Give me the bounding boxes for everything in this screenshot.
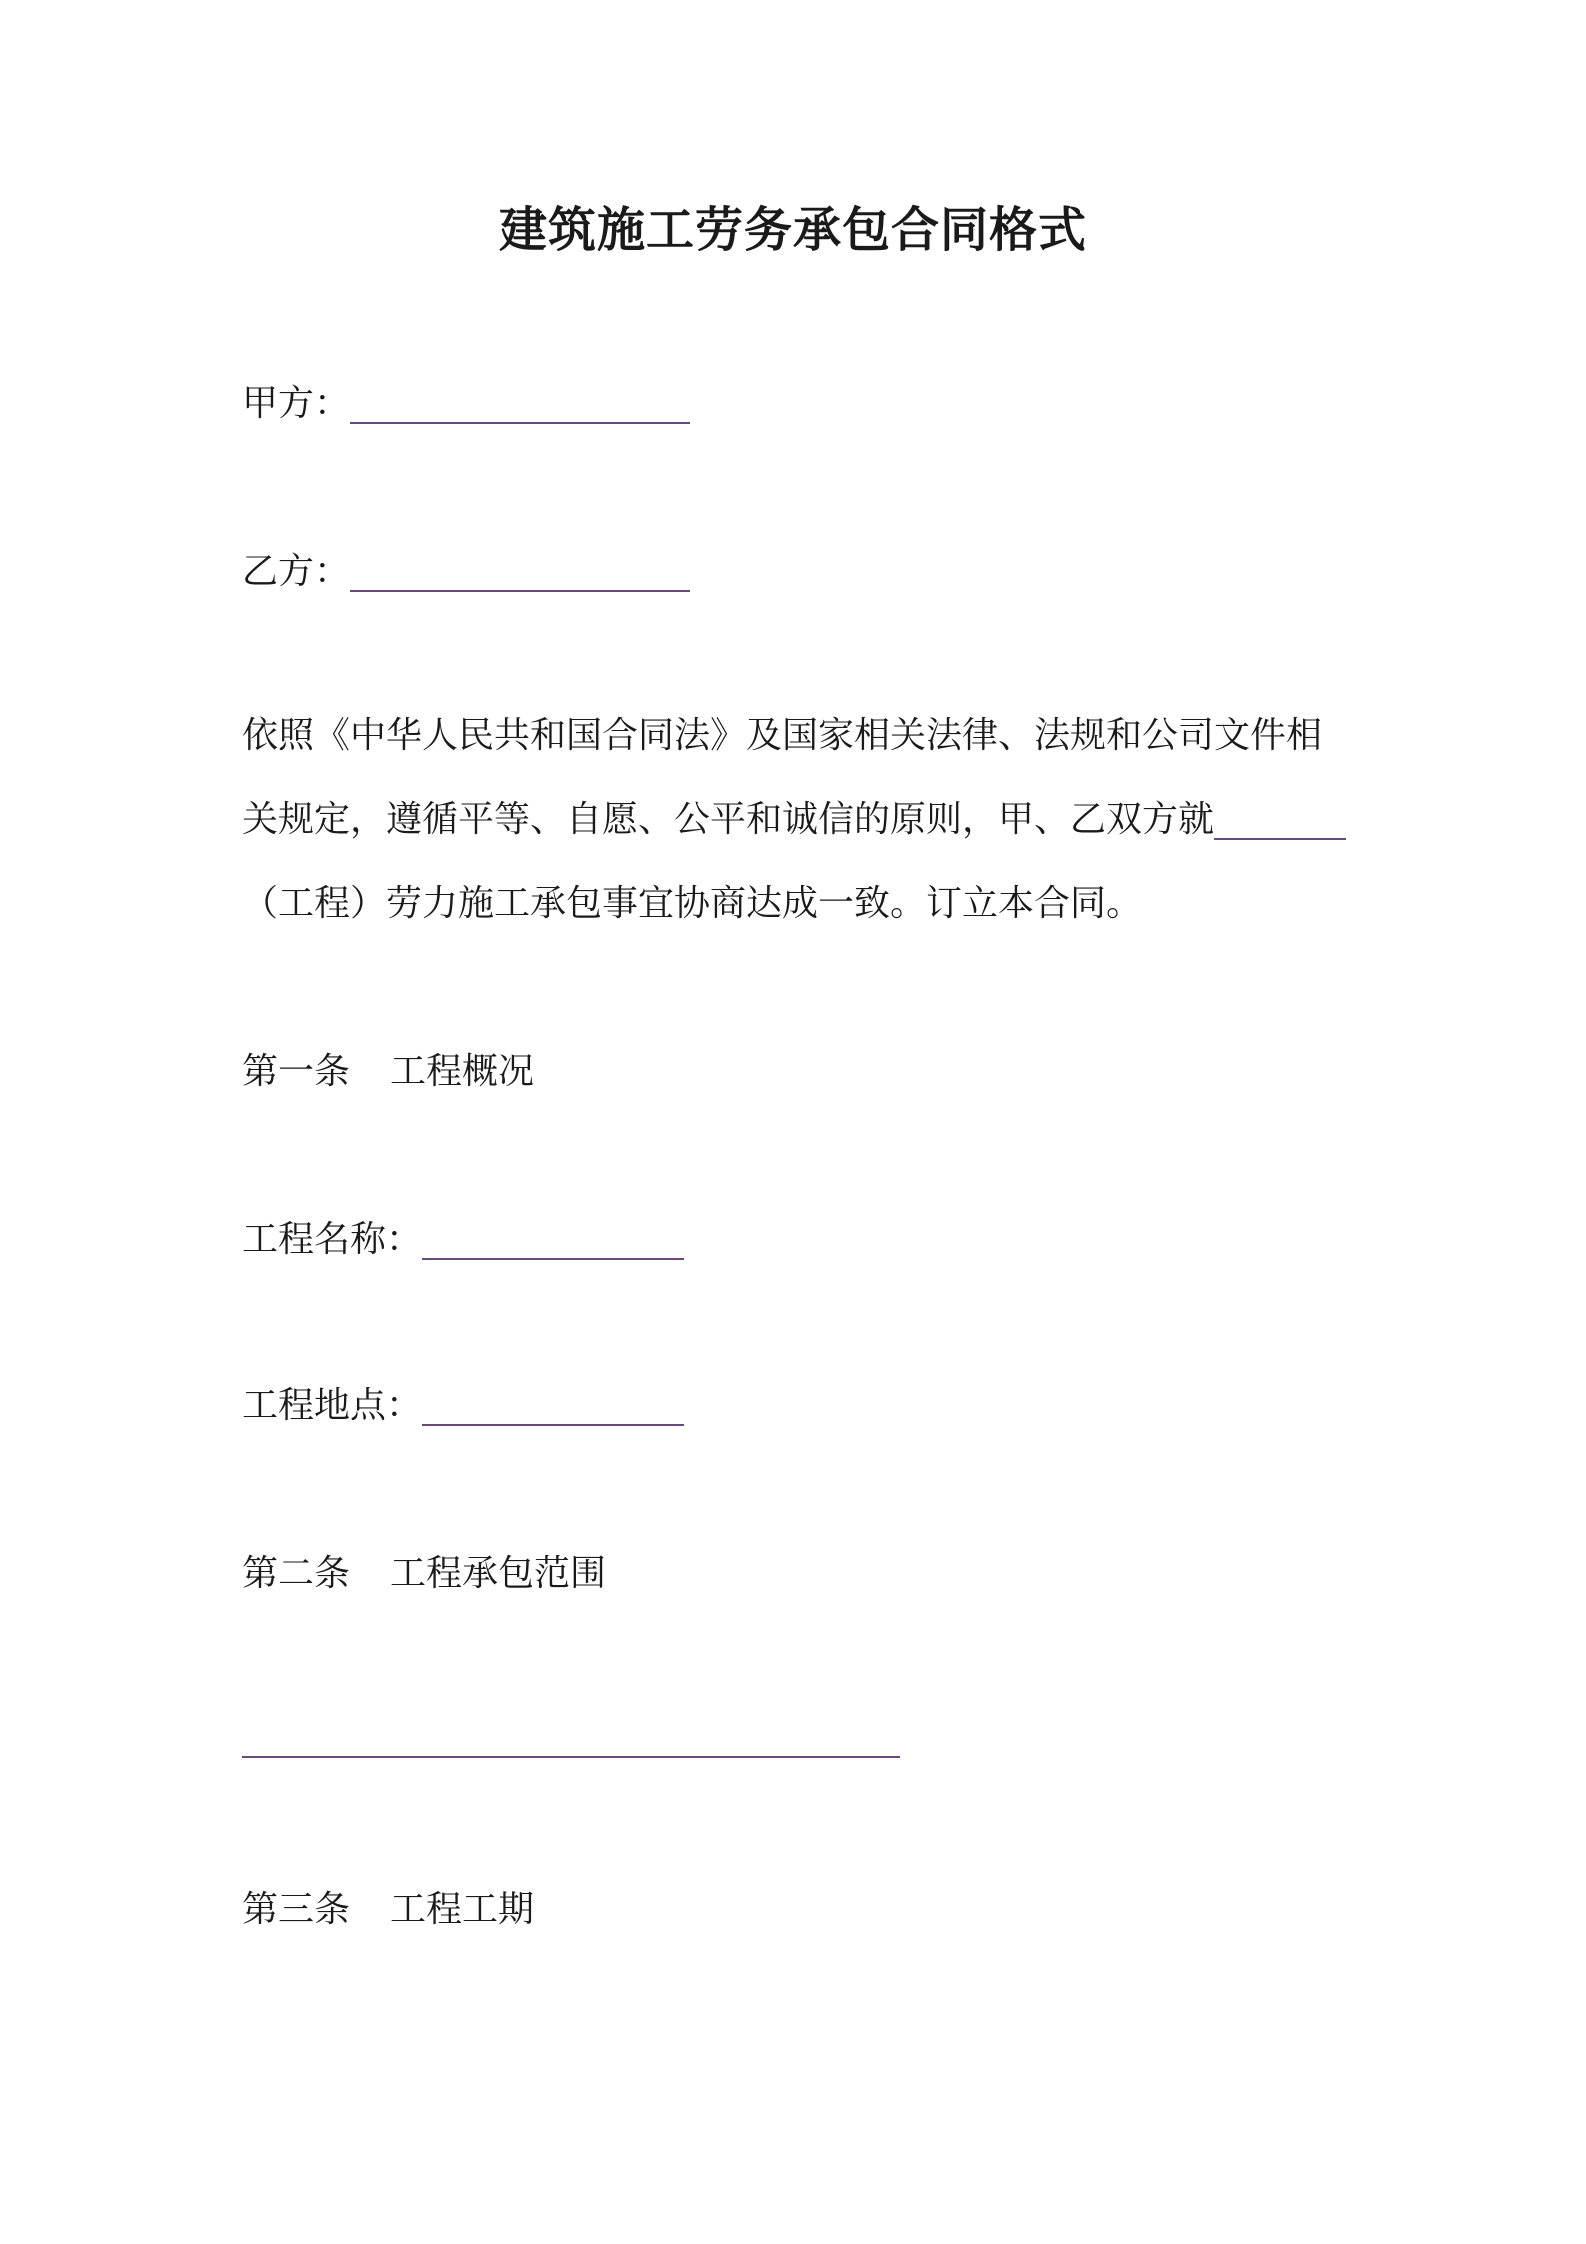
preamble-line-3 <box>242 880 1142 928</box>
project-blank[interactable] <box>1214 798 1346 840</box>
document-title: 建筑施工劳务承包合同格式 <box>498 202 1087 258</box>
preamble-line-2 <box>242 796 1346 844</box>
project-location-line <box>242 1382 684 1430</box>
article-2-number: 第二条 <box>242 1553 351 1594</box>
scope-blank-line[interactable] <box>242 1756 900 1758</box>
article-3-title: 工程工期 <box>390 1889 535 1930</box>
preamble-text-3: （工程）劳力施工承包事宜协商达成一致。订立本合同。 <box>242 883 1143 924</box>
preamble-line-1 <box>242 712 1322 760</box>
preamble-text-1: 依照《中华人民共和国合同法》及国家相关法律、法规和公司文件相 <box>242 715 1323 756</box>
party-b-line <box>242 548 690 596</box>
party-a-line <box>242 380 690 428</box>
article-1-title: 工程概况 <box>390 1051 535 1092</box>
party-b-label: 乙方： <box>242 551 351 592</box>
article-1-number: 第一条 <box>242 1051 351 1092</box>
project-location-blank[interactable] <box>422 1384 684 1426</box>
party-b-blank[interactable] <box>350 550 690 592</box>
article-3-number: 第三条 <box>242 1889 351 1930</box>
project-name-label: 工程名称： <box>242 1219 423 1260</box>
article-1-heading <box>242 1048 534 1096</box>
project-location-label: 工程地点： <box>242 1385 423 1426</box>
project-name-blank[interactable] <box>422 1218 684 1260</box>
article-3-heading <box>242 1886 534 1934</box>
project-name-line <box>242 1216 684 1264</box>
preamble-text-2: 关规定，遵循平等、自愿、公平和诚信的原则，甲、乙双方就 <box>242 799 1215 840</box>
article-2-heading <box>242 1550 606 1598</box>
party-a-blank[interactable] <box>350 382 690 424</box>
article-2-title: 工程承包范围 <box>390 1553 607 1594</box>
party-a-label: 甲方： <box>242 383 351 424</box>
